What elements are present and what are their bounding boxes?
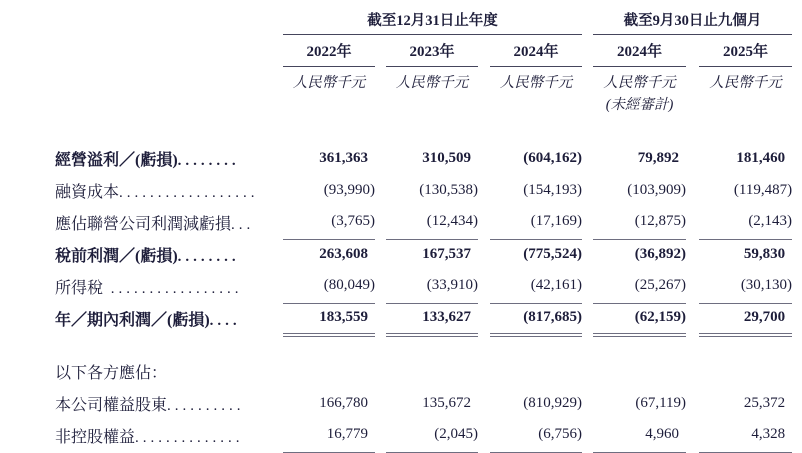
currency-unit-row: [55, 66, 792, 93]
dot-leader: .................: [103, 280, 243, 297]
value-cell: (25,267): [593, 271, 686, 303]
row-profit-before-tax: [55, 239, 792, 271]
value-cell: 79,892: [637, 149, 680, 166]
value-cell: 59,830: [743, 245, 786, 262]
value-cell: [490, 356, 582, 388]
row-label: 以下各方應佔：: [55, 364, 168, 382]
value-cell: (2,143): [699, 207, 792, 239]
row-attributable-to-header: [55, 356, 792, 388]
row-profit-for-period: [55, 303, 792, 335]
row-label: 應佔聯營公司利潤減虧損: [55, 215, 232, 233]
section-spacer: [55, 335, 792, 356]
value-cell: 167,537: [422, 245, 471, 262]
unit-label: 人民幣千元: [395, 74, 469, 91]
value-cell: 4,960: [593, 420, 686, 452]
value-cell: (119,487): [733, 181, 793, 198]
row-label: 本公司權益股東: [55, 396, 168, 414]
value-cell: (17,169): [490, 207, 582, 239]
value-cell: (817,685): [490, 303, 582, 335]
value-cell: (67,119): [635, 394, 687, 411]
value-cell: 181,460: [736, 149, 786, 166]
unit-label: 人民幣千元: [499, 74, 573, 91]
value-cell: [386, 356, 478, 388]
value-cell: (12,875): [593, 207, 686, 239]
value-cell: (80,049): [283, 271, 375, 303]
value-cell: (130,538): [419, 181, 478, 198]
row-label: 非控股權益: [55, 428, 136, 446]
value-cell: 16,779: [283, 420, 375, 452]
dot-leader: ..................: [119, 184, 259, 201]
dot-leader: ...: [231, 216, 255, 233]
value-cell: (604,162): [523, 149, 583, 166]
value-cell: (775,524): [523, 245, 583, 262]
year-header-2024-9m: 2024年: [593, 34, 686, 66]
row-share-of-associates: [55, 207, 792, 239]
header-body-spacer: [55, 116, 792, 143]
value-cell: 361,363: [319, 149, 368, 166]
unit-label: 人民幣千元: [603, 74, 676, 91]
group-header-nine-months: 截至9月30日止九個月: [593, 4, 792, 34]
value-cell: (154,193): [523, 181, 583, 198]
year-header-2022: 2022年: [283, 34, 375, 66]
value-cell: [593, 356, 686, 388]
value-cell: [699, 356, 792, 388]
row-equity-shareholders: [55, 388, 792, 420]
row-label: 融資成本: [55, 183, 120, 201]
value-cell: (810,929): [523, 394, 583, 411]
row-label: 所得稅: [55, 279, 104, 297]
value-cell: 310,509: [422, 149, 471, 166]
value-cell: 183,559: [283, 303, 375, 335]
year-header-2023: 2023年: [386, 34, 478, 66]
value-cell: (6,756): [490, 420, 582, 452]
row-finance-costs: [55, 175, 792, 207]
row-label: 經營溢利／(虧損): [55, 151, 178, 169]
value-cell: 133,627: [386, 303, 478, 335]
year-header-2024: 2024年: [490, 34, 582, 66]
dot-leader: ....: [209, 312, 241, 329]
value-cell: (42,161): [490, 271, 582, 303]
row-operating-profit: [55, 143, 792, 175]
value-cell: (30,130): [699, 271, 792, 303]
year-header-row: [55, 34, 792, 66]
dot-leader: ..............: [135, 429, 244, 446]
value-cell: 166,780: [319, 394, 368, 411]
row-non-controlling-interests: [55, 420, 792, 452]
dot-leader: ..........: [167, 397, 245, 414]
value-cell: (103,909): [627, 181, 687, 198]
row-label: 年／期內利潤／(虧損): [55, 311, 210, 329]
value-cell: (12,434): [386, 207, 478, 239]
row-label: 稅前利潤／(虧損): [55, 247, 178, 265]
label-column-spacer: [55, 4, 283, 34]
row-income-tax: [55, 271, 792, 303]
dot-leader: ........: [177, 152, 240, 169]
value-cell: (62,159): [593, 303, 686, 335]
unaudited-note: (未經審計): [605, 97, 674, 113]
value-cell: (33,910): [386, 271, 478, 303]
value-cell: 135,672: [422, 394, 471, 411]
value-cell: (36,892): [634, 245, 687, 262]
value-cell: 263,608: [319, 245, 368, 262]
group-header-annual: 截至12月31日止年度: [283, 4, 582, 34]
financial-summary-table: [55, 4, 792, 453]
column-group-header-row: [55, 4, 792, 34]
value-cell: (2,045): [386, 420, 478, 452]
value-cell: 25,372: [743, 394, 786, 411]
value-cell: 29,700: [699, 303, 792, 335]
unaudited-note-row: [55, 93, 792, 116]
value-cell: 4,328: [699, 420, 792, 452]
unit-label: 人民幣千元: [709, 74, 782, 91]
group-gap: [582, 4, 593, 34]
value-cell: (3,765): [283, 207, 375, 239]
unit-label: 人民幣千元: [292, 74, 366, 91]
value-cell: [283, 356, 375, 388]
dot-leader: ........: [177, 248, 240, 265]
year-header-2025: 2025年: [699, 34, 792, 66]
value-cell: (93,990): [323, 181, 375, 198]
